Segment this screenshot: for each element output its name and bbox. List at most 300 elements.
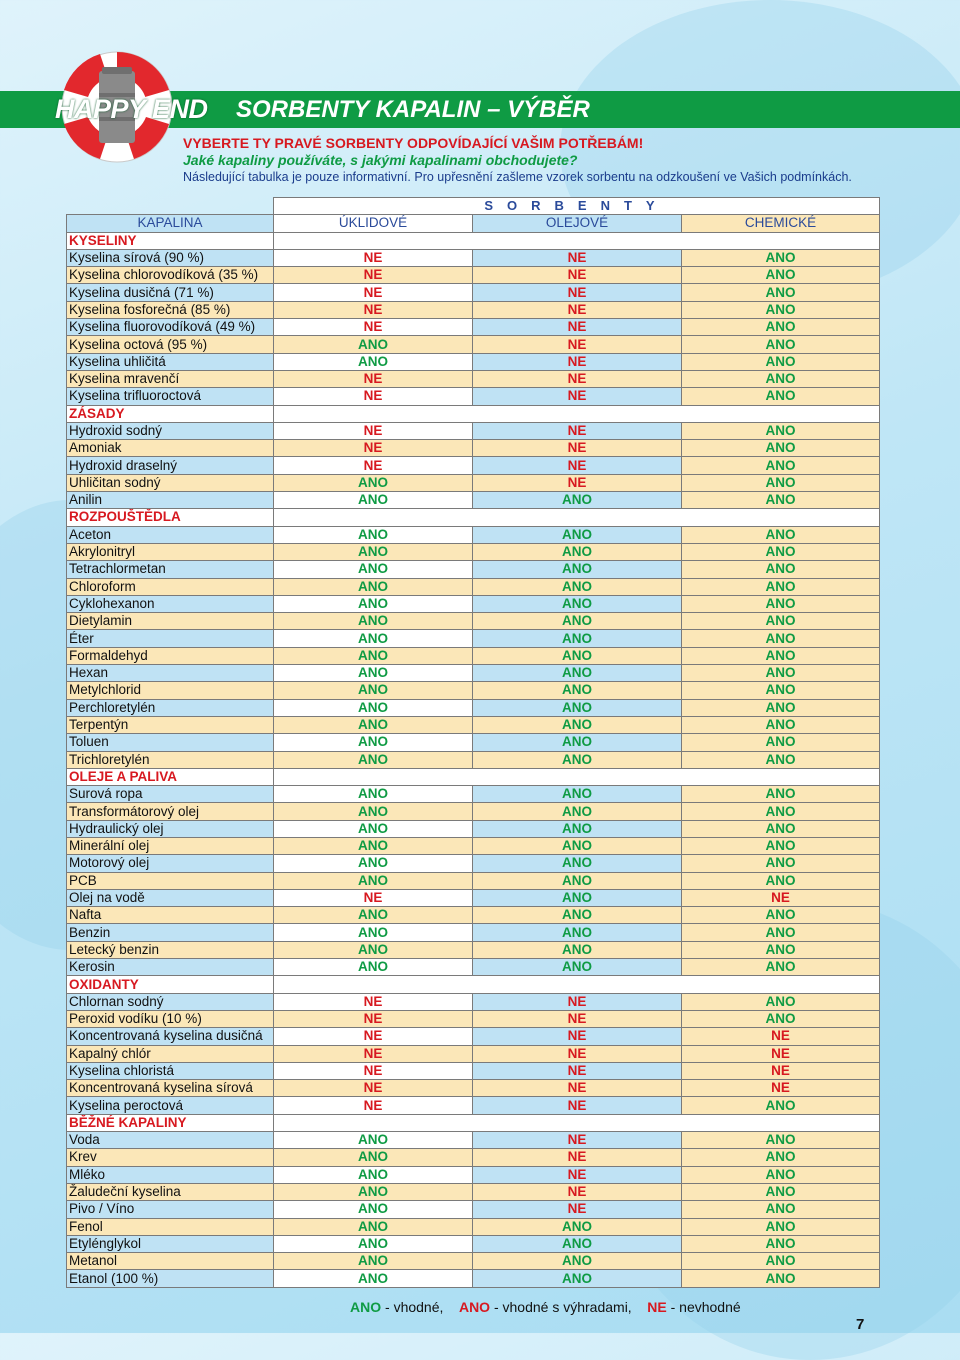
group-header-row [67,198,880,215]
olejove-value: NE [473,1149,682,1166]
liquid-name-cell: Koncentrovaná kyselina sírová [67,1080,274,1097]
uklidove-value: ANO [274,336,473,353]
olejove-value: NE [473,388,682,405]
uklidove-value: ANO [274,474,473,491]
uklidove-value: ANO [274,561,473,578]
liquid-name-cell: Dietylamin [67,613,274,630]
uklidove-value: ANO [274,543,473,560]
uklidove-value: ANO [274,613,473,630]
chemicke-value: ANO [682,1183,880,1200]
olejove-value: NE [473,267,682,284]
liquid-name-cell: Olej na vodě [67,889,274,906]
chemicke-value: ANO [682,907,880,924]
liquid-name-cell: PCB [67,872,274,889]
olejove-value: ANO [473,1235,682,1252]
uklidove-value: ANO [274,578,473,595]
uklidove-value: ANO [274,1201,473,1218]
liquid-name-cell: Metanol [67,1253,274,1270]
chemicke-value: NE [682,1028,880,1045]
uklidove-value: ANO [274,647,473,664]
table-row [67,924,880,941]
liquid-name-cell: Koncentrovaná kyselina dusičná [67,1028,274,1045]
table-row [67,1028,880,1045]
olejove-value: ANO [473,803,682,820]
olejove-value: ANO [473,855,682,872]
chemicke-value: ANO [682,1149,880,1166]
table-row [67,578,880,595]
liquid-name-cell: Kyselina fosforečná (85 %) [67,301,274,318]
section-filler [274,232,880,249]
uklidove-value: ANO [274,716,473,733]
liquid-name-cell: Etanol (100 %) [67,1270,274,1287]
olejove-value: ANO [473,492,682,509]
chemicke-value: ANO [682,1253,880,1270]
liquid-name-cell: Kyselina uhličitá [67,353,274,370]
column-header-olejove: OLEJOVÉ [473,215,682,232]
table-row [67,1270,880,1287]
olejove-value: ANO [473,924,682,941]
section-header-row [67,976,880,993]
chemicke-value: ANO [682,1270,880,1287]
liquid-name-cell: Aceton [67,526,274,543]
uklidove-value: ANO [274,734,473,751]
olejove-value: ANO [473,820,682,837]
olejove-value: NE [473,474,682,491]
uklidove-value: ANO [274,1132,473,1149]
section-header-row [67,509,880,526]
liquid-name-cell: Fenol [67,1218,274,1235]
uklidove-value: ANO [274,595,473,612]
liquid-name-cell: Formaldehyd [67,647,274,664]
liquid-name-cell: Minerální olej [67,837,274,854]
section-header-row [67,405,880,422]
uklidove-value: ANO [274,699,473,716]
chemicke-value: ANO [682,803,880,820]
column-header-uklidove: ÚKLIDOVÉ [274,215,473,232]
chemicke-value: ANO [682,319,880,336]
olejove-value: ANO [473,872,682,889]
table-row [67,613,880,630]
chemicke-value: ANO [682,267,880,284]
uklidove-value: ANO [274,665,473,682]
chemicke-value: ANO [682,284,880,301]
table-row [67,993,880,1010]
uklidove-value: NE [274,249,473,266]
sorbenty-header: SORBENTY [274,198,880,215]
legend-ne: NE [647,1299,667,1315]
legend-ano-red: ANO [458,1299,491,1315]
table-row [67,941,880,958]
section-filler [274,768,880,785]
chemicke-value: ANO [682,543,880,560]
uklidove-value: ANO [274,959,473,976]
section-header-row [67,232,880,249]
section-title: ZÁSADY [67,405,274,422]
table-row [67,716,880,733]
liquid-name-cell: Hydroxid draselný [67,457,274,474]
liquid-name-cell: Kyselina chlorovodíková (35 %) [67,267,274,284]
olejove-value: ANO [473,613,682,630]
olejove-value: NE [473,1045,682,1062]
table-row [67,803,880,820]
chemicke-value: NE [682,1045,880,1062]
table-row [67,440,880,457]
uklidove-value: NE [274,388,473,405]
column-header-row [67,215,880,232]
uklidove-value: ANO [274,837,473,854]
chemicke-value: ANO [682,872,880,889]
chemicke-value: ANO [682,1166,880,1183]
liquid-name-cell: Etylénglykol [67,1235,274,1252]
uklidove-value: ANO [274,526,473,543]
olejove-value: ANO [473,647,682,664]
olejove-value: ANO [473,1253,682,1270]
liquid-name-cell: Letecký benzin [67,941,274,958]
olejove-value: ANO [473,907,682,924]
liquid-name-cell: Kyselina sírová (90 %) [67,249,274,266]
liquid-name-cell: Kyselina trifluoroctová [67,388,274,405]
uklidove-value: ANO [274,1166,473,1183]
uklidove-value: ANO [274,855,473,872]
liquid-name-cell: Amoniak [67,440,274,457]
liquid-name-cell: Mléko [67,1166,274,1183]
table-row [67,370,880,387]
uklidove-value: ANO [274,872,473,889]
chemicke-value: ANO [682,301,880,318]
uklidove-value: NE [274,440,473,457]
olejove-value: NE [473,284,682,301]
olejove-value: NE [473,370,682,387]
liquid-name-cell: Toluen [67,734,274,751]
olejove-value: ANO [473,716,682,733]
uklidove-value: ANO [274,907,473,924]
liquid-name-cell: Kyselina fluorovodíková (49 %) [67,319,274,336]
intro-note: Následující tabulka je pouze informativní. Pro upřesnění zašleme vzorek sorbentu na odzkoušení ve Vašich podmínkách. [183,170,852,184]
olejove-value: ANO [473,837,682,854]
chemicke-value: ANO [682,647,880,664]
olejove-value: NE [473,1132,682,1149]
page-title: SORBENTY KAPALIN – VÝBĚR [236,96,590,123]
olejove-value: ANO [473,1218,682,1235]
chemicke-value: ANO [682,924,880,941]
olejove-value: NE [473,1010,682,1027]
chemicke-value: ANO [682,1218,880,1235]
olejove-value: NE [473,319,682,336]
liquid-name-cell: Kapalný chlór [67,1045,274,1062]
chemicke-value: ANO [682,837,880,854]
table-row [67,267,880,284]
liquid-name-cell: Voda [67,1132,274,1149]
table-row [67,1183,880,1200]
chemicke-value: ANO [682,1097,880,1114]
uklidove-value: NE [274,1080,473,1097]
liquid-name-cell: Éter [67,630,274,647]
table-row [67,1253,880,1270]
olejove-value: NE [473,1097,682,1114]
olejove-value: NE [473,336,682,353]
liquid-name-cell: Benzin [67,924,274,941]
page-number: 7 [856,1316,865,1333]
olejove-value: ANO [473,595,682,612]
uklidove-value: NE [274,1045,473,1062]
chemicke-value: ANO [682,1010,880,1027]
legend-ne-text: - nevhodné [666,1299,741,1315]
liquid-name-cell: Kyselina dusičná (71 %) [67,284,274,301]
chemicke-value: ANO [682,820,880,837]
olejove-value: ANO [473,734,682,751]
uklidove-value: ANO [274,353,473,370]
table-row [67,907,880,924]
table-row [67,526,880,543]
uklidove-value: ANO [274,803,473,820]
table-row [67,751,880,768]
uklidove-value: ANO [274,492,473,509]
table-row [67,630,880,647]
uklidove-value: NE [274,889,473,906]
liquid-name-cell: Motorový olej [67,855,274,872]
olejove-value: ANO [473,526,682,543]
table-row [67,855,880,872]
uklidove-value: NE [274,319,473,336]
uklidove-value: ANO [274,1218,473,1235]
table-row [67,699,880,716]
uklidove-value: NE [274,370,473,387]
sorbent-table [66,197,880,1288]
liquid-name-cell: Anilin [67,492,274,509]
uklidove-value: ANO [274,751,473,768]
chemicke-value: ANO [682,699,880,716]
liquid-name-cell: Chloroform [67,578,274,595]
olejove-value: ANO [473,889,682,906]
olejove-value: ANO [473,941,682,958]
section-filler [274,976,880,993]
olejove-value: NE [473,993,682,1010]
legend-ano-green: ANO [350,1299,382,1315]
liquid-name-cell: Tetrachlormetan [67,561,274,578]
section-title: OXIDANTY [67,976,274,993]
olejove-value: ANO [473,751,682,768]
liquid-name-cell: Terpentýn [67,716,274,733]
uklidove-value: ANO [274,1235,473,1252]
chemicke-value: ANO [682,1235,880,1252]
chemicke-value: ANO [682,249,880,266]
chemicke-value: ANO [682,595,880,612]
olejove-value: NE [473,353,682,370]
olejove-value: ANO [473,665,682,682]
uklidove-value: ANO [274,941,473,958]
chemicke-value: ANO [682,751,880,768]
liquid-name-cell: Chlornan sodný [67,993,274,1010]
table-row [67,820,880,837]
uklidove-value: NE [274,1062,473,1079]
olejove-value: ANO [473,630,682,647]
liquid-name-cell: Akrylonitryl [67,543,274,560]
chemicke-value: NE [682,1080,880,1097]
chemicke-value: ANO [682,959,880,976]
table-row [67,1097,880,1114]
table-row [67,284,880,301]
uklidove-value: NE [274,1010,473,1027]
uklidove-value: ANO [274,1270,473,1287]
olejove-value: ANO [473,959,682,976]
chemicke-value: ANO [682,630,880,647]
chemicke-value: ANO [682,561,880,578]
uklidove-value: NE [274,422,473,439]
section-title: ROZPOUŠTĚDLA [67,509,274,526]
liquid-name-cell: Kyselina chloristá [67,1062,274,1079]
table-row [67,1045,880,1062]
section-filler [274,1114,880,1131]
chemicke-value: ANO [682,855,880,872]
olejove-value: ANO [473,1270,682,1287]
table-row [67,1080,880,1097]
uklidove-value: ANO [274,1183,473,1200]
liquid-name-cell: Krev [67,1149,274,1166]
olejove-value: ANO [473,786,682,803]
chemicke-value: ANO [682,370,880,387]
chemicke-value: ANO [682,665,880,682]
liquid-name-cell: Hydraulický olej [67,820,274,837]
column-header-kapalina: KAPALINA [67,215,274,232]
table-row [67,457,880,474]
liquid-name-cell: Surová ropa [67,786,274,803]
chemicke-value: ANO [682,422,880,439]
chemicke-value: ANO [682,1201,880,1218]
liquid-name-cell: Kyselina mravenčí [67,370,274,387]
olejove-value: ANO [473,561,682,578]
legend-ano-red-text: - vhodné s výhradami, [490,1299,632,1315]
column-header-chemicke: CHEMICKÉ [682,215,880,232]
olejove-value: NE [473,1183,682,1200]
legend [350,1299,741,1315]
uklidove-value: NE [274,1028,473,1045]
chemicke-value: ANO [682,613,880,630]
section-title: OLEJE A PALIVA [67,768,274,785]
chemicke-value: ANO [682,526,880,543]
table-row [67,474,880,491]
liquid-name-cell: Nafta [67,907,274,924]
chemicke-value: ANO [682,734,880,751]
olejove-value: NE [473,1166,682,1183]
uklidove-value: ANO [274,1253,473,1270]
uklidove-value: NE [274,1097,473,1114]
olejove-value: NE [473,457,682,474]
empty-cell [67,198,274,215]
uklidove-value: ANO [274,682,473,699]
section-filler [274,405,880,422]
table-row [67,734,880,751]
table-row [67,959,880,976]
uklidove-value: NE [274,284,473,301]
brand-logo-text: HAPPY END [55,94,208,124]
liquid-name-cell: Cyklohexanon [67,595,274,612]
liquid-name-cell: Uhličitan sodný [67,474,274,491]
chemicke-value: ANO [682,941,880,958]
liquid-name-cell: Kyselina peroctová [67,1097,274,1114]
table-row [67,1149,880,1166]
chemicke-value: ANO [682,993,880,1010]
chemicke-value: ANO [682,578,880,595]
uklidove-value: NE [274,457,473,474]
olejove-value: ANO [473,699,682,716]
chemicke-value: ANO [682,1132,880,1149]
uklidove-value: NE [274,301,473,318]
table-row [67,301,880,318]
liquid-name-cell: Trichloretylén [67,751,274,768]
table-row [67,786,880,803]
olejove-value: ANO [473,682,682,699]
chemicke-value: NE [682,1062,880,1079]
liquid-name-cell: Kerosin [67,959,274,976]
olejove-value: NE [473,1028,682,1045]
section-header-row [67,1114,880,1131]
table-row [67,665,880,682]
uklidove-value: NE [274,993,473,1010]
olejove-value: NE [473,422,682,439]
chemicke-value: ANO [682,716,880,733]
chemicke-value: ANO [682,492,880,509]
intro-question: Jaké kapaliny používáte, s jakými kapalinami obchodujete? [183,152,578,168]
table-row [67,1132,880,1149]
table-row [67,595,880,612]
olejove-value: NE [473,1062,682,1079]
chemicke-value: ANO [682,336,880,353]
table-row [67,837,880,854]
chemicke-value: ANO [682,457,880,474]
table-row [67,1218,880,1235]
table-row [67,319,880,336]
intro-headline: VYBERTE TY PRAVÉ SORBENTY ODPOVÍDAJÍCÍ VAŠIM POTŘEBÁM! [183,135,644,151]
uklidove-value: ANO [274,786,473,803]
liquid-name-cell: Hydroxid sodný [67,422,274,439]
chemicke-value: ANO [682,474,880,491]
uklidove-value: NE [274,267,473,284]
liquid-name-cell: Peroxid vodíku (10 %) [67,1010,274,1027]
table-row [67,1010,880,1027]
olejove-value: ANO [473,543,682,560]
table-row [67,249,880,266]
chemicke-value: ANO [682,682,880,699]
table-row [67,336,880,353]
olejove-value: ANO [473,578,682,595]
chemicke-value: ANO [682,786,880,803]
liquid-name-cell: Metylchlorid [67,682,274,699]
section-title: KYSELINY [67,232,274,249]
section-title: BĚŽNÉ KAPALINY [67,1114,274,1131]
chemicke-value: NE [682,889,880,906]
liquid-name-cell: Kyselina octová (95 %) [67,336,274,353]
uklidove-value: ANO [274,1149,473,1166]
section-filler [274,509,880,526]
liquid-name-cell: Transformátorový olej [67,803,274,820]
uklidove-value: ANO [274,630,473,647]
table-row [67,422,880,439]
table-row [67,388,880,405]
chemicke-value: ANO [682,353,880,370]
chemicke-value: ANO [682,388,880,405]
olejove-value: NE [473,1080,682,1097]
table-row [67,1201,880,1218]
table-row [67,682,880,699]
table-row [67,561,880,578]
table-row [67,872,880,889]
uklidove-value: ANO [274,924,473,941]
intro-text [183,135,852,186]
olejove-value: NE [473,301,682,318]
olejove-value: NE [473,249,682,266]
table-row [67,543,880,560]
liquid-name-cell: Pivo / Víno [67,1201,274,1218]
